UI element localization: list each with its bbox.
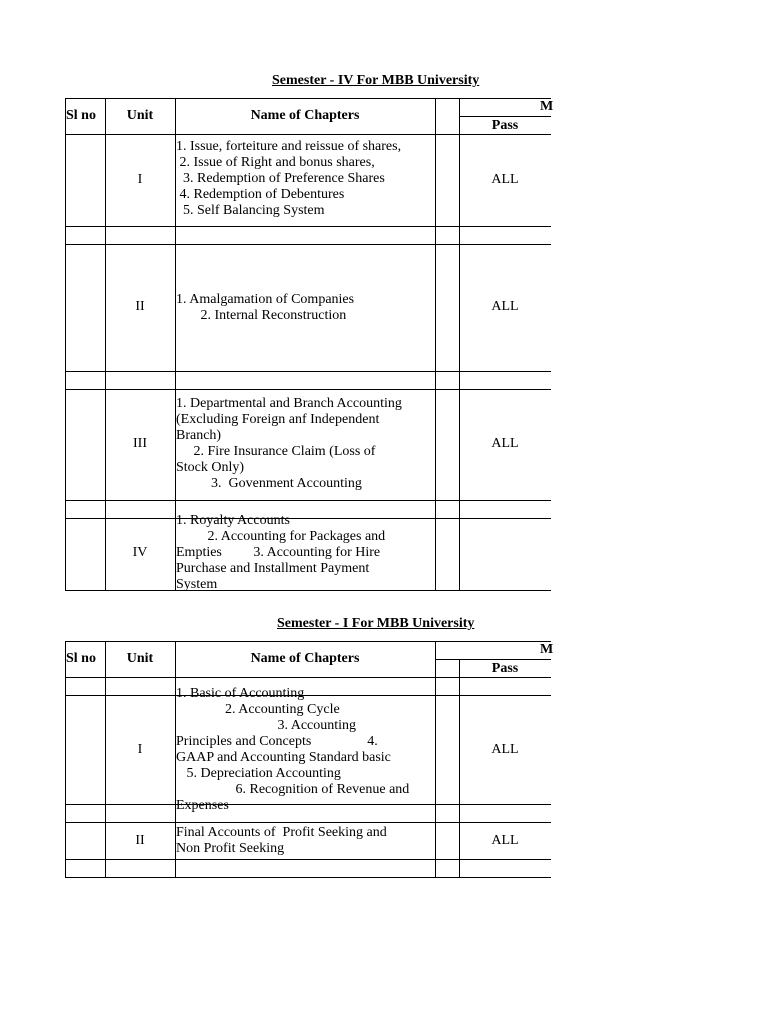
header-pass: Pass (491, 118, 519, 133)
table-rule (65, 859, 551, 860)
table-rule (65, 877, 551, 878)
pass-cell: ALL (491, 436, 519, 451)
pass-cell: ALL (491, 833, 519, 848)
table-rule (459, 116, 551, 117)
semester-i-table (65, 641, 554, 879)
unit-cell: IV (132, 545, 148, 560)
unit-cell: III (133, 436, 147, 451)
header-pass: Pass (491, 661, 519, 676)
semester-iv-title: Semester - IV For MBB University (272, 73, 480, 88)
table-rule (65, 500, 551, 501)
table-rule (65, 226, 551, 227)
unit-cell: II (135, 833, 145, 848)
chapters-cell: Final Accounts of Profit Seeking and Non Profit Seeking (176, 825, 387, 856)
header-name-of-chapters: Name of Chapters (250, 108, 360, 123)
header-unit: Unit (126, 108, 154, 123)
header-marks-partial: M (540, 642, 554, 657)
chapters-cell: 1. Issue, forteiture and reissue of shares, 2. Issue of Right and bonus shares, 3. Redemption of Preference Shares 4. Redemption of Debentures 5. Self Balancing System (176, 139, 402, 218)
pass-cell: ALL (491, 172, 519, 187)
pass-cell: ALL (491, 299, 519, 314)
header-marks-partial: M (540, 99, 554, 114)
table-rule (65, 677, 551, 678)
header-unit: Unit (126, 651, 154, 666)
header-sl-no: Sl no (66, 651, 96, 666)
table-rule (65, 822, 551, 823)
table-rule (65, 98, 66, 591)
chapters-cell: 1. Royalty Accounts 2. Accounting for Packages and Empties 3. Accounting for Hire Purchase and Installment Payment System (176, 513, 386, 592)
unit-cell: I (137, 172, 143, 187)
table-rule (65, 641, 551, 642)
chapters-cell: 1. Departmental and Branch Accounting (Excluding Foreign anf Independent Branch) 2. Fire Insurance Claim (Loss of Stock Only) 3. Govenment Accounting (176, 396, 402, 491)
pass-cell: ALL (491, 742, 519, 757)
table-rule (65, 134, 551, 135)
header-sl-no: Sl no (66, 108, 96, 123)
semester-i-title: Semester - I For MBB University (277, 616, 475, 631)
table-rule (435, 98, 436, 591)
header-name-of-chapters: Name of Chapters (250, 651, 360, 666)
chapters-cell: 1. Basic of Accounting 2. Accounting Cycle 3. Accounting Principles and Concepts 4. GAAP and Accounting Standard basic 5. Depreciation Accounting 6. Recognition of Revenue and Expenses (176, 686, 410, 813)
unit-cell: II (135, 299, 145, 314)
table-rule (435, 641, 436, 878)
table-rule (65, 244, 551, 245)
table-rule (65, 389, 551, 390)
unit-cell: I (137, 742, 143, 757)
chapters-clip (176, 513, 435, 592)
table-rule (65, 98, 551, 99)
table-rule (65, 371, 551, 372)
chapters-cell: 1. Amalgamation of Companies 2. Internal Reconstruction (176, 292, 355, 323)
table-rule (435, 659, 551, 660)
table-rule (65, 641, 66, 878)
semester-iv-table (65, 98, 554, 592)
